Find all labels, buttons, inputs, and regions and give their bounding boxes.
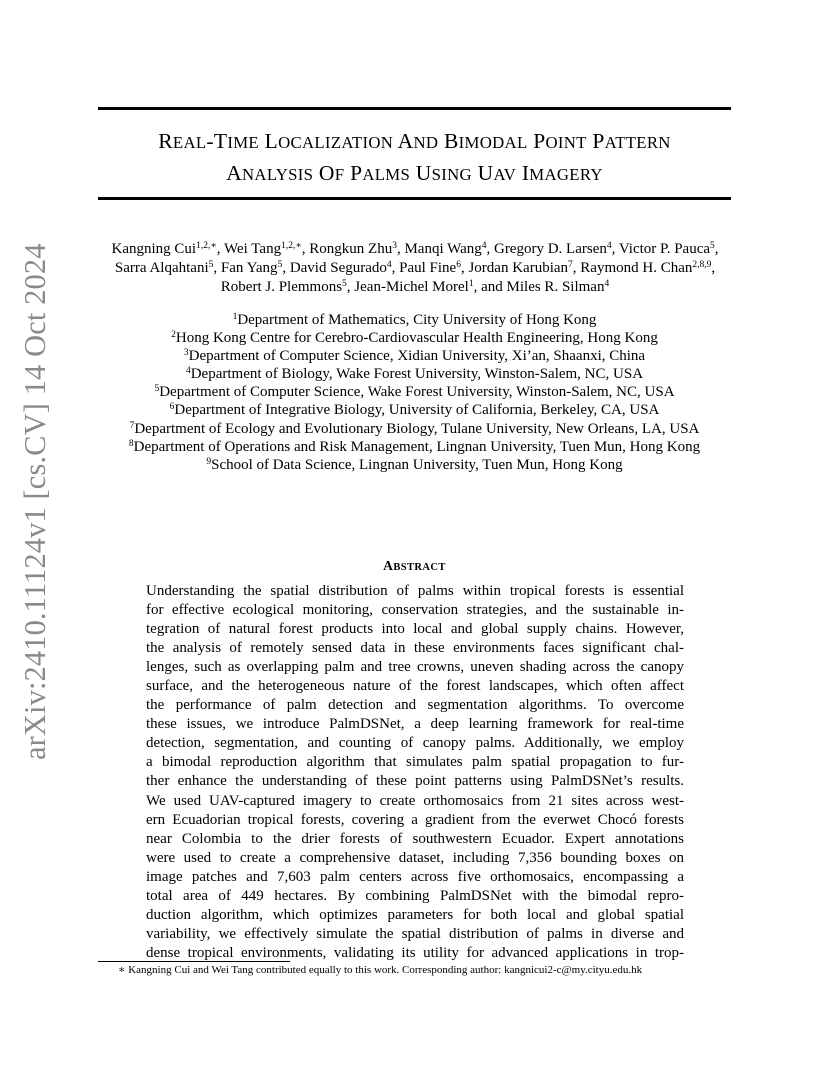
abstract-line: total area of 449 hectares. By combining PalmDSNet with the bimodal repro-: [146, 887, 684, 904]
author-name: Manqi Wang: [404, 241, 482, 257]
author-separator: ,: [346, 279, 355, 295]
author-affiliation-marker: 7: [568, 260, 573, 270]
affiliation-line: [98, 401, 731, 419]
author-separator: ,: [714, 241, 719, 257]
footnote-text: Kangning Cui and Wei Tang contributed equally to this work. Corresponding author: kangnicui2-c@my.cityu.edu.hk: [128, 964, 643, 976]
author-separator: ,: [216, 241, 225, 257]
author-name: Fan Yang: [220, 260, 278, 276]
affiliation-line: [98, 329, 731, 347]
author-separator: ,: [572, 260, 581, 276]
title-line-1: REAL-TIME LOCALIZATION AND BIMODAL POINT PATTERN: [158, 129, 671, 153]
author-name: Gregory D. Larsen: [493, 241, 607, 257]
author-name: Miles R. Silman: [506, 279, 605, 295]
affiliation-line: [98, 365, 731, 383]
author-name: Rongkun Zhu: [309, 241, 393, 257]
affiliation-text: Department of Mathematics, City University of Hong Kong: [237, 312, 597, 328]
affiliation-number: 9: [206, 456, 212, 467]
author-name: David Segurado: [289, 260, 387, 276]
author-affiliation-marker: 5: [342, 279, 347, 289]
title-top-rule: [98, 107, 731, 110]
abstract-line: were used to create a comprehensive dataset, including 7,356 bounding boxes on: [146, 849, 684, 866]
author-name: Robert J. Plemmons: [220, 279, 343, 295]
abstract-line: image patches and 7,603 palm centers across five orthomosaics, encompassing a: [146, 868, 684, 885]
abstract-heading: ABSTRACT: [383, 558, 446, 573]
affiliation-number: 7: [129, 420, 135, 431]
affiliation-text: School of Data Science, Lingnan University, Tuen Mun, Hong Kong: [211, 456, 623, 473]
author-affiliation-marker: 1,2,∗: [281, 241, 302, 251]
author-name: Victor P. Pauca: [618, 241, 711, 257]
author-affiliation-marker: 4: [481, 241, 487, 251]
author-affiliation-marker: 4: [604, 279, 610, 289]
author-affiliation-marker: 3: [392, 241, 397, 251]
affiliation-list: [98, 311, 731, 474]
title-bottom-rule: [98, 197, 731, 200]
author-affiliation-marker: 1,2,∗: [196, 241, 217, 251]
abstract-line: ern Ecuadorian tropical forests, covering a gradient from the everwet Chocó forests: [146, 811, 684, 828]
abstract-line: the analysis of remotely sensed data in these environments faces significant chal-: [146, 640, 684, 657]
author-separator: ,: [213, 260, 221, 276]
author-affiliation-marker: 5: [277, 260, 283, 270]
arxiv-identifier-stamp: arXiv:2410.11124v1 [cs.CV] 14 Oct 2024: [18, 243, 52, 760]
author-separator: ,: [301, 241, 310, 257]
author-separator: ,: [460, 260, 469, 276]
affiliation-number: 3: [183, 348, 189, 359]
author-affiliation-marker: 4: [606, 241, 612, 251]
affiliation-text: Department of Computer Science, Wake Forest University, Winston-Salem, NC, USA: [159, 384, 675, 401]
abstract-line: surface, and the heterogeneous nature of the forest landscapes, which often affect: [146, 678, 684, 695]
affiliation-line: [98, 438, 731, 456]
affiliation-number: 8: [128, 438, 134, 449]
title-line-2: ANALYSIS OF PALMS USING UAV IMAGERY: [226, 161, 603, 185]
footnote: [118, 964, 642, 977]
affiliation-text: Department of Computer Science, Xidian University, Xi’an, Shaanxi, China: [188, 348, 646, 365]
affiliation-number: 5: [154, 384, 160, 395]
author-separator: ,: [396, 241, 405, 257]
abstract-line: these issues, we introduce PalmDSNet, a deep learning framework for real-time: [146, 716, 684, 733]
author-separator: ,: [486, 241, 494, 257]
author-affiliation-marker: 1: [468, 279, 474, 289]
abstract-line: We used UAV-captured imagery to create orthomosaics from 21 sites across west-: [146, 792, 684, 809]
affiliation-number: 1: [232, 312, 238, 322]
abstract-line: a bimodal reproduction algorithm that simulates palm spatial propagation to fur-: [146, 754, 684, 771]
author-name: Wei Tang: [224, 241, 282, 257]
abstract-line: variability, we effectively simulate the spatial distribution of palms in diverse and: [146, 925, 684, 942]
author-affiliation-marker: 5: [710, 241, 715, 251]
affiliation-line: [98, 383, 731, 401]
author-separator: , and: [473, 279, 507, 295]
affiliation-text: Department of Integrative Biology, University of California, Berkeley, CA, USA: [174, 402, 660, 419]
author-affiliation-marker: 6: [456, 260, 461, 270]
affiliation-line: [98, 456, 731, 474]
author-affiliation-marker: 2,8,9: [692, 260, 712, 270]
abstract-line: for effective ecological monitoring, conservation strategies, and the sustainable in-: [146, 602, 684, 619]
author-name: Jordan Karubian: [468, 260, 569, 276]
author-name: Jean-Michel Morel: [354, 279, 469, 295]
author-separator: ,: [391, 260, 400, 276]
affiliation-text: Department of Ecology and Evolutionary Biology, Tulane University, New Orleans, LA, USA: [134, 420, 700, 437]
author-affiliation-marker: 4: [386, 260, 392, 270]
footnote-rule: [98, 961, 290, 962]
abstract-line: detection, segmentation, and counting of canopy palms. Additionally, we employ: [146, 735, 684, 752]
abstract-line: tegration of natural forest products into local and global supply chains. However,: [146, 621, 684, 638]
affiliation-number: 6: [169, 402, 175, 413]
abstract-line: duction algorithm, which optimizes parameters for both local and global spatial: [146, 906, 684, 923]
paper-title: [98, 126, 731, 190]
abstract-body: [146, 582, 684, 963]
abstract-line: near Colombia to the drier forests of southwestern Ecuador. Expert annotations: [146, 830, 684, 847]
affiliation-text: Hong Kong Centre for Cerebro-Cardiovascular Health Engineering, Hong Kong: [175, 330, 658, 347]
affiliation-line: [98, 420, 731, 438]
affiliation-line: [98, 311, 731, 329]
abstract-line: Understanding the spatial distribution of palms within tropical forests is essential: [146, 583, 684, 599]
abstract-line: lenges, such as overlapping palm and tree crowns, uneven shading across the canopy: [146, 659, 684, 676]
abstract-line: ther enhance the understanding of these point patterns using PalmDSNet’s results.: [146, 773, 684, 790]
author-affiliation-marker: 5: [208, 260, 214, 270]
author-separator: ,: [282, 260, 290, 276]
author-name: Kangning Cui: [111, 241, 197, 257]
author-list: [102, 240, 728, 297]
abstract-line: dense tropical environments, validating its utility for advanced applications in trop-: [146, 944, 684, 961]
footnote-marker: ∗: [118, 964, 126, 976]
affiliation-text: Department of Operations and Risk Management, Lingnan University, Tuen Mun, Hong Kong: [133, 438, 701, 455]
author-name: Sarra Alqahtani: [114, 260, 209, 276]
author-name: Paul Fine: [399, 260, 457, 276]
affiliation-text: Department of Biology, Wake Forest University, Winston-Salem, NC, USA: [190, 366, 644, 383]
author-name: Raymond H. Chan: [580, 260, 693, 276]
affiliation-number: 4: [185, 366, 191, 377]
affiliation-line: [98, 347, 731, 365]
author-separator: ,: [611, 241, 619, 257]
abstract-line: the performance of palm detection and segmentation algorithms. To overcome: [146, 697, 684, 714]
author-separator: ,: [711, 260, 716, 276]
affiliation-number: 2: [171, 330, 176, 341]
